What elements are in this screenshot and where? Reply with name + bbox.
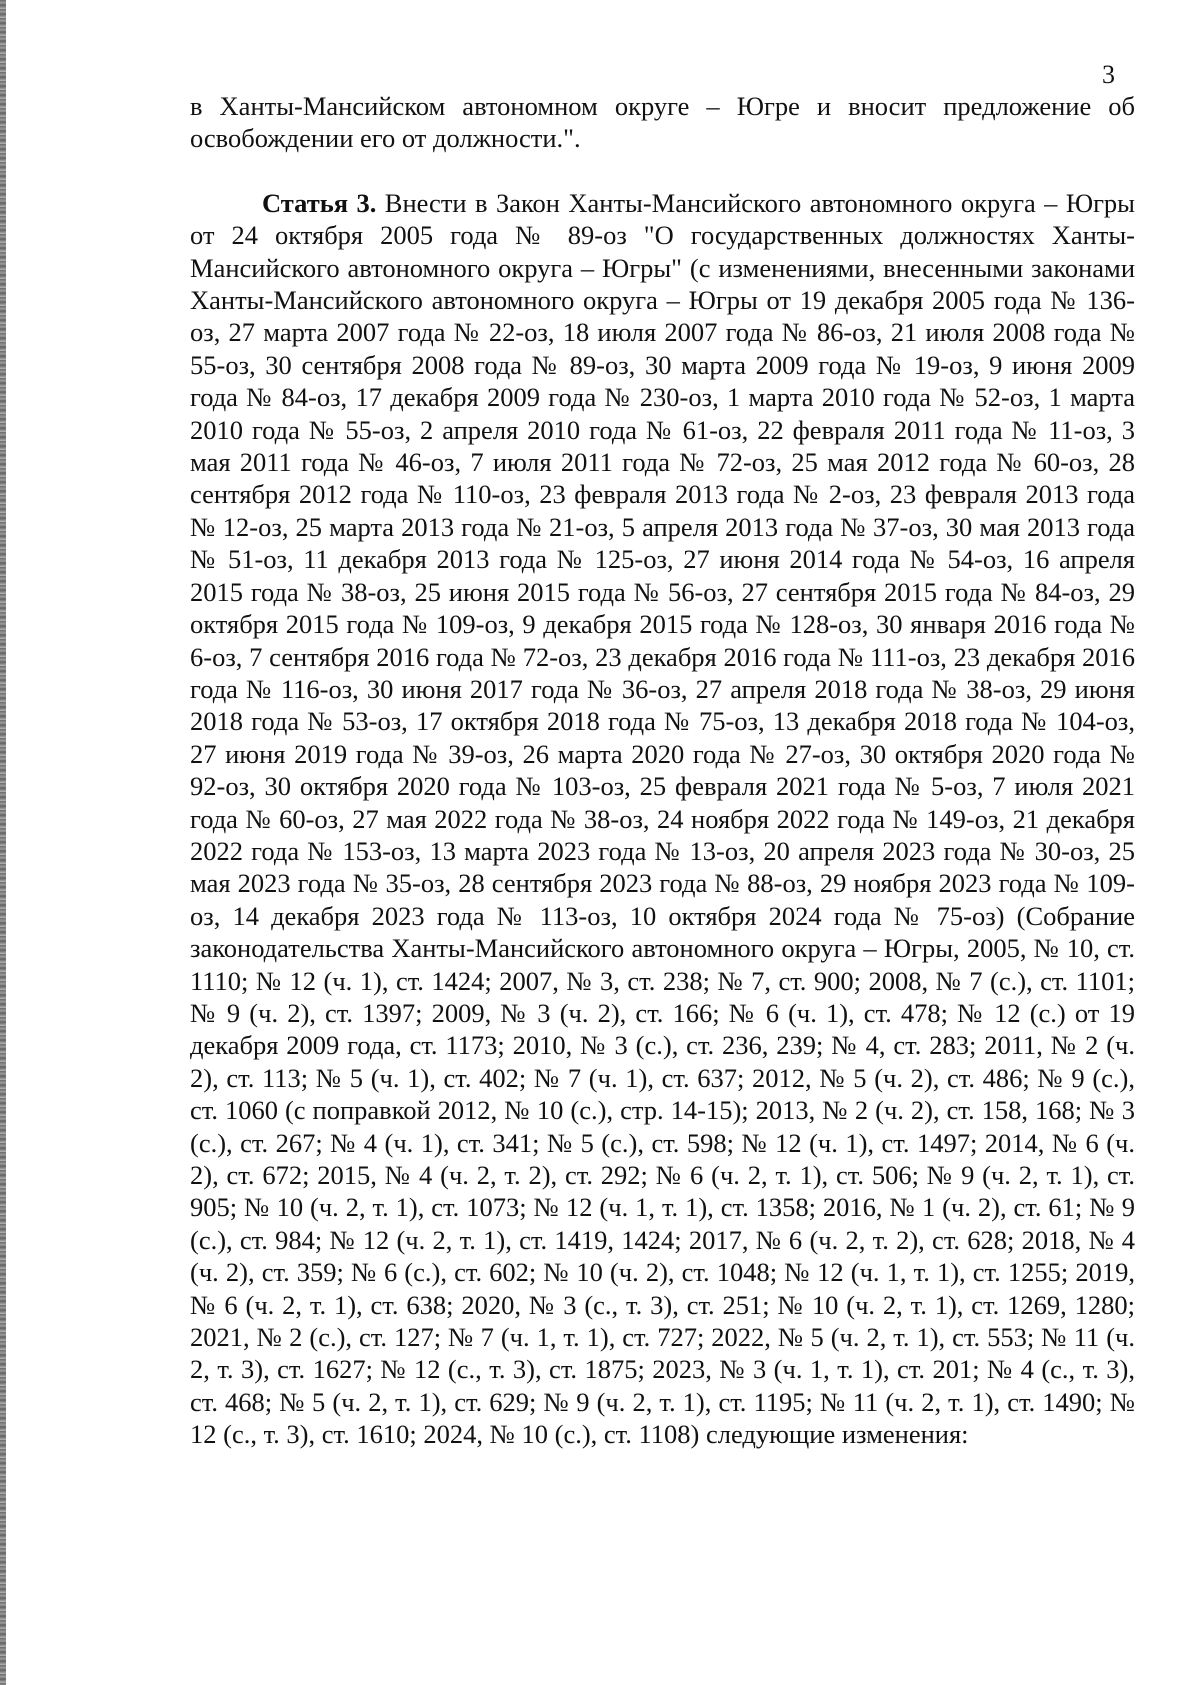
paragraph-continued: в Ханты-Мансийском автономном округе – Югре и вносит предложение об освобождении его от должности.".: [190, 91, 1135, 154]
document-body: [190, 90, 1135, 1451]
scan-edge-artifact: [0, 0, 6, 1685]
article-paragraph: [190, 187, 1135, 1451]
article-text: Внести в Закон Ханты-Мансийского автономного округа – Югры от 24 октября 2005 года № 89-оз "О государственных должностях Ханты-Мансийского автономного округа – Югры" (с изменениями, внесенными законами Ханты-Мансийского автономного округа – Югры от 19 декабря 2005 года № 136-оз, 27 марта 2007 года № 22-оз, 18 июля 2007 года № 86-оз, 21 июля 2008 года № 55-оз, 30 сентября 2008 года № 89-оз, 30 марта 2009 года № 19-оз, 9 июня 2009 года № 84-оз, 17 декабря 2009 года № 230-оз, 1 марта 2010 года № 52-оз, 1 марта 2010 года № 55-оз, 2 апреля 2010 года № 61-оз, 22 февраля 2011 года № 11-оз, 3 мая 2011 года № 46-оз, 7 июля 2011 года № 72-оз, 25 мая 2012 года № 60-оз, 28 сентября 2012 года № 110-оз, 23 февраля 2013 года № 2-оз, 23 февраля 2013 года № 12-оз, 25 марта 2013 года № 21-оз, 5 апреля 2013 года № 37-оз, 30 мая 2013 года № 51-оз, 11 декабря 2013 года № 125-оз, 27 июня 2014 года № 54-оз, 16 апреля 2015 года № 38-оз, 25 июня 2015 года № 56-оз, 27 сентября 2015 года № 84-оз, 29 октября 2015 года № 109-оз, 9 декабря 2015 года № 128-оз, 30 января 2016 года № 6-оз, 7 сентября 2016 года № 72-оз, 23 декабря 2016 года № 111-оз, 23 декабря 2016 года № 116-оз, 30 июня 2017 года № 36-оз, 27 апреля 2018 года № 38-оз, 29 июня 2018 года № 53-оз, 17 октября 2018 года № 75-оз, 13 декабря 2018 года № 104-оз, 27 июня 2019 года № 39-оз, 26 марта 2020 года № 27-оз, 30 октября 2020 года № 92-оз, 30 октября 2020 года № 103-оз, 25 февраля 2021 года № 5-оз, 7 июля 2021 года № 60-оз, 27 мая 2022 года № 38-оз, 24 ноября 2022 года № 149-оз, 21 декабря 2022 года № 153-оз, 13 марта 2023 года № 13-оз, 20 апреля 2023 года № 30-оз, 25 мая 2023 года № 35-оз, 28 сентября 2023 года № 88-оз, 29 ноября 2023 года № 109-оз, 14 декабря 2023 года № 113-оз, 10 октября 2024 года № 75-оз) (Собрание законодательства Ханты-Мансийского автономного округа – Югры, 2005, № 10, ст. 1110; № 12 (ч. 1), ст. 1424; 2007, № 3, ст. 238; № 7, ст. 900; 2008, № 7 (с.), ст. 1101; № 9 (ч. 2), ст. 1397; 2009, № 3 (ч. 2), ст. 166; № 6 (ч. 1), ст. 478; № 12 (с.) от 19 декабря 2009 года, ст. 1173; 2010, № 3 (с.), ст. 236, 239; № 4, ст. 283; 2011, № 2 (ч. 2), ст. 113; № 5 (ч. 1), ст. 402; № 7 (ч. 1), ст. 637; 2012, № 5 (ч. 2), ст. 486; № 9 (с.), ст. 1060 (с поправкой 2012, № 10 (с.), стр. 14-15); 2013, № 2 (ч. 2), ст. 158, 168; № 3 (с.), ст. 267; № 4 (ч. 1), ст. 341; № 5 (с.), ст. 598; № 12 (ч. 1), ст. 1497; 2014, № 6 (ч. 2), ст. 672; 2015, № 4 (ч. 2, т. 2), ст. 292; № 6 (ч. 2, т. 1), ст. 506; № 9 (ч. 2, т. 1), ст. 905; № 10 (ч. 2, т. 1), ст. 1073; № 12 (ч. 1, т. 1), ст. 1358; 2016, № 1 (ч. 2), ст. 61; № 9 (с.), ст. 984; № 12 (ч. 2, т. 1), ст. 1419, 1424; 2017, № 6 (ч. 2, т. 2), ст. 628; 2018, № 4 (ч. 2), ст. 359; № 6 (с.), ст. 602; № 10 (ч. 2), ст. 1048; № 12 (ч. 1, т. 1), ст. 1255; 2019, № 6 (ч. 2, т. 1), ст. 638; 2020, № 3 (с., т. 3), ст. 251; № 10 (ч. 2, т. 1), ст. 1269, 1280; 2021, № 2 (с.), ст. 127; № 7 (ч. 1, т. 1), ст. 727; 2022, № 5 (ч. 2, т. 1), ст. 553; № 11 (ч. 2, т. 3), ст. 1627; № 12 (с., т. 3), ст. 1875; 2023, № 3 (ч. 1, т. 1), ст. 201; № 4 (с., т. 3), ст. 468; № 5 (ч. 2, т. 1), ст. 629; № 9 (ч. 2, т. 1), ст. 1195; № 11 (ч. 2, т. 1), ст. 1490; № 12 (с., т. 3), ст. 1610; 2024, № 10 (с.), ст. 1108) следующие изменения:: [190, 187, 1135, 1450]
page-number: 3: [1102, 60, 1115, 89]
article-heading: Статья 3.: [262, 187, 377, 218]
